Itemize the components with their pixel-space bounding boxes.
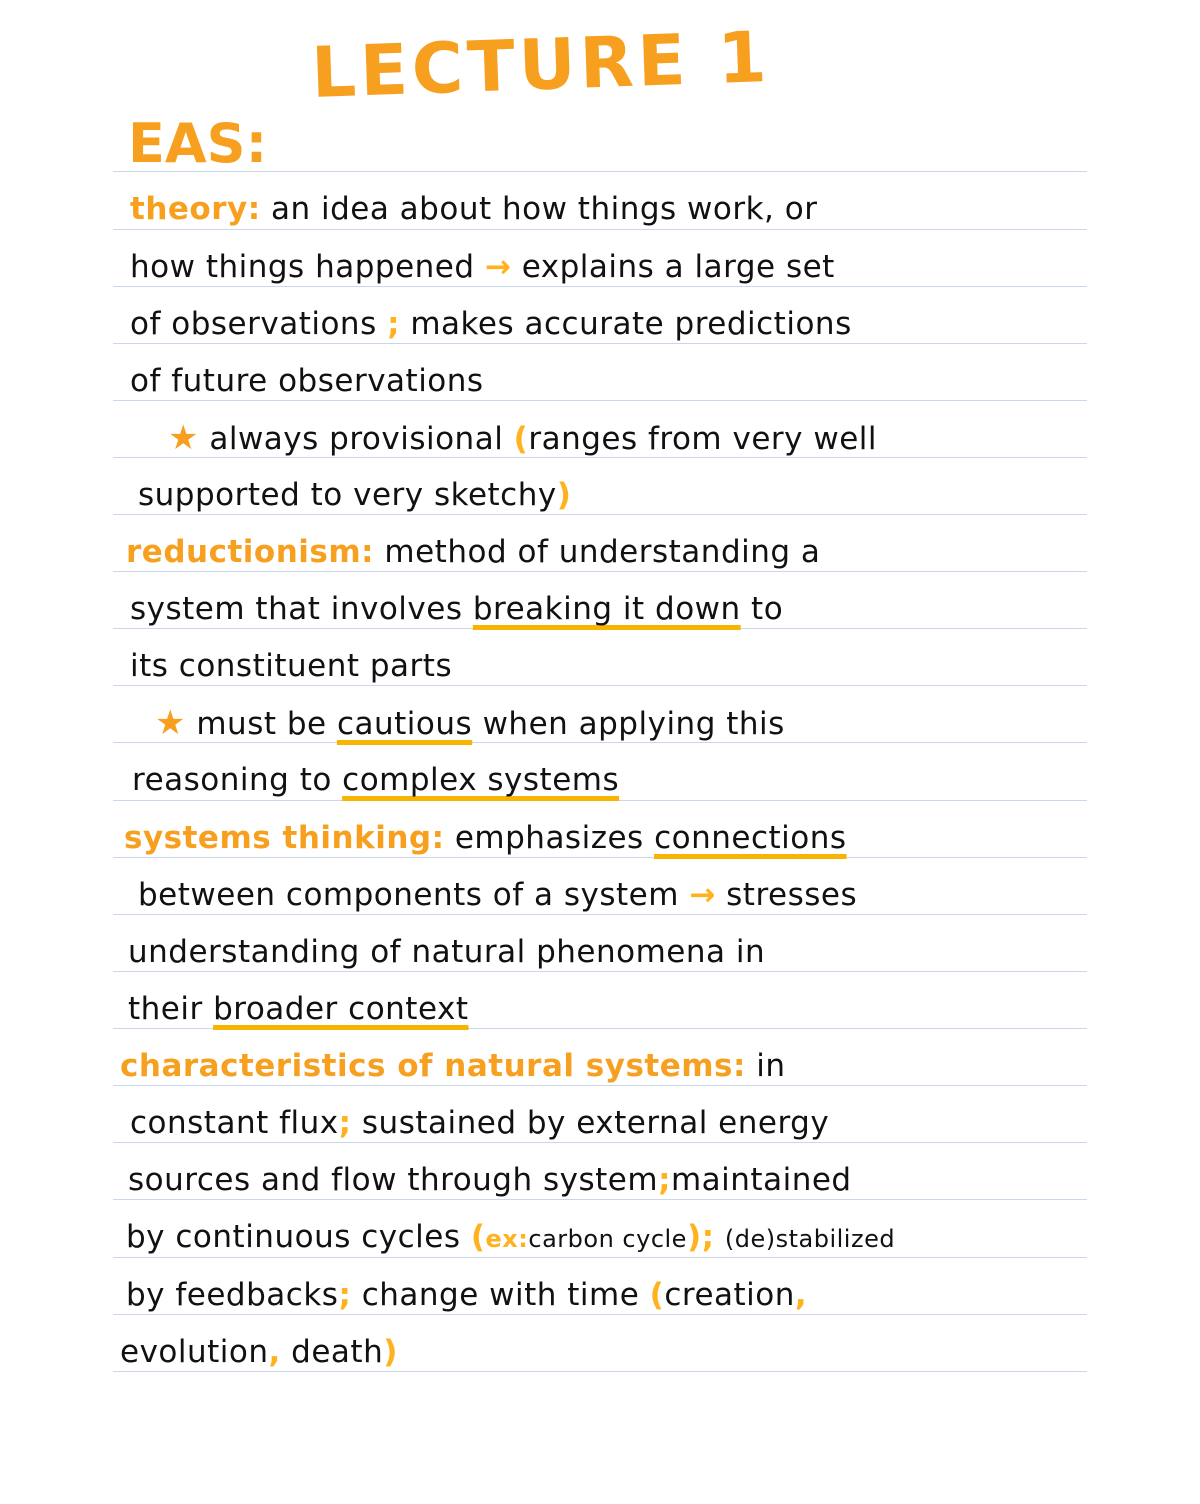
term-reductionism: reductionism: [126,534,375,570]
note-text: must be [196,706,327,742]
ruled-line [113,229,1087,230]
note-line [128,1161,852,1199]
separator: ; [338,1105,352,1141]
note-line [130,1104,829,1142]
ruled-line [113,1085,1087,1086]
note-text: change with time [361,1277,640,1313]
underlined-text: complex systems [342,762,620,798]
note-text: an idea about how things work, or [270,191,818,227]
separator: ; [701,1219,715,1255]
note-text: supported to very sketchy [138,477,557,513]
note-line [130,305,852,343]
note-text: sources and flow through system [128,1162,659,1198]
note-line [126,533,820,571]
note-line [120,1047,786,1085]
ruled-line [113,343,1087,344]
ruled-line [113,1371,1087,1372]
subject-heading: EAS: [128,112,268,175]
note-line [120,1333,398,1371]
ruled-line [113,971,1087,972]
note-text: always provisional [209,421,504,457]
star-icon: ★ [155,703,186,743]
underlined-text: breaking it down [472,591,741,627]
page-title: LECTURE 1 [310,15,772,114]
separator: ; [338,1277,352,1313]
note-text: explains a large set [521,249,835,285]
ruled-line [113,628,1087,629]
note-text: in [756,1048,786,1084]
note-text: ranges from very well [528,421,877,457]
note-text: maintained [670,1162,852,1198]
note-text: creation [664,1277,795,1313]
note-line [126,1218,895,1258]
paren: ( [513,421,529,457]
underlined-text: connections [654,820,847,856]
ruled-line [113,571,1087,572]
note-line [126,1276,807,1314]
note-line [130,362,484,400]
ruled-line [113,800,1087,801]
note-line [130,190,817,228]
note-text: of future observations [130,363,484,399]
note-line [138,876,857,914]
note-text: its constituent parts [130,648,453,684]
note-line [128,933,765,971]
note-text: understanding of natural phenomena in [128,934,766,970]
paren: ( [649,1277,665,1313]
comma: , [794,1277,808,1313]
note-line [124,819,847,857]
separator: ; [387,306,400,342]
note-text: their [128,991,203,1027]
ruled-line [113,514,1087,515]
note-line [132,761,619,799]
note-line [155,704,785,743]
separator: ; [658,1162,671,1198]
note-text: how things happened [130,249,475,285]
ruled-line [113,1199,1087,1200]
ruled-line [113,1142,1087,1143]
paren: ) [383,1334,398,1370]
paren: ) [556,477,572,513]
note-line [138,476,571,514]
comma: , [268,1334,281,1370]
note-text: sustained by external energy [361,1105,830,1141]
ruled-line [113,1314,1087,1315]
term-characteristics: characteristics of natural systems: [120,1048,746,1084]
note-text: method of understanding a [384,534,821,570]
note-line [130,248,835,286]
ruled-line [113,914,1087,915]
arrow-icon: → [484,249,512,285]
arrow-icon: → [689,877,716,913]
ruled-line [113,400,1087,401]
note-line [168,419,877,458]
underlined-text: cautious [336,706,473,742]
paren: ( [470,1219,486,1255]
ruled-line [113,857,1087,858]
note-text: constant flux [130,1105,339,1141]
term-theory: theory: [130,191,261,227]
term-systems-thinking: systems thinking: [124,820,445,856]
note-text: stresses [726,877,858,913]
note-text: reasoning to [132,762,332,798]
note-text: evolution [120,1334,269,1370]
example-label: ex: [485,1225,529,1253]
note-text: when applying this [482,706,785,742]
underlined-text: broader context [213,991,469,1027]
ruled-line [113,685,1087,686]
note-line [130,590,783,628]
paren: ) [686,1219,702,1255]
note-text: system that involves [130,591,463,627]
star-icon: ★ [168,418,199,458]
note-text: death [291,1334,384,1370]
note-text: by feedbacks [126,1277,339,1313]
note-text: between components of a system [138,877,679,913]
note-text: makes accurate predictions [410,306,852,342]
note-text: of observations [130,306,377,342]
ruled-line [113,286,1087,287]
note-text: carbon cycle [528,1225,687,1253]
note-line [130,647,452,685]
note-text: emphasizes [454,820,644,856]
note-text: to [751,591,784,627]
note-line [128,990,469,1028]
note-text: by continuous cycles [126,1219,461,1255]
note-text: (de)stabilized [724,1225,896,1253]
ruled-line [113,1028,1087,1029]
